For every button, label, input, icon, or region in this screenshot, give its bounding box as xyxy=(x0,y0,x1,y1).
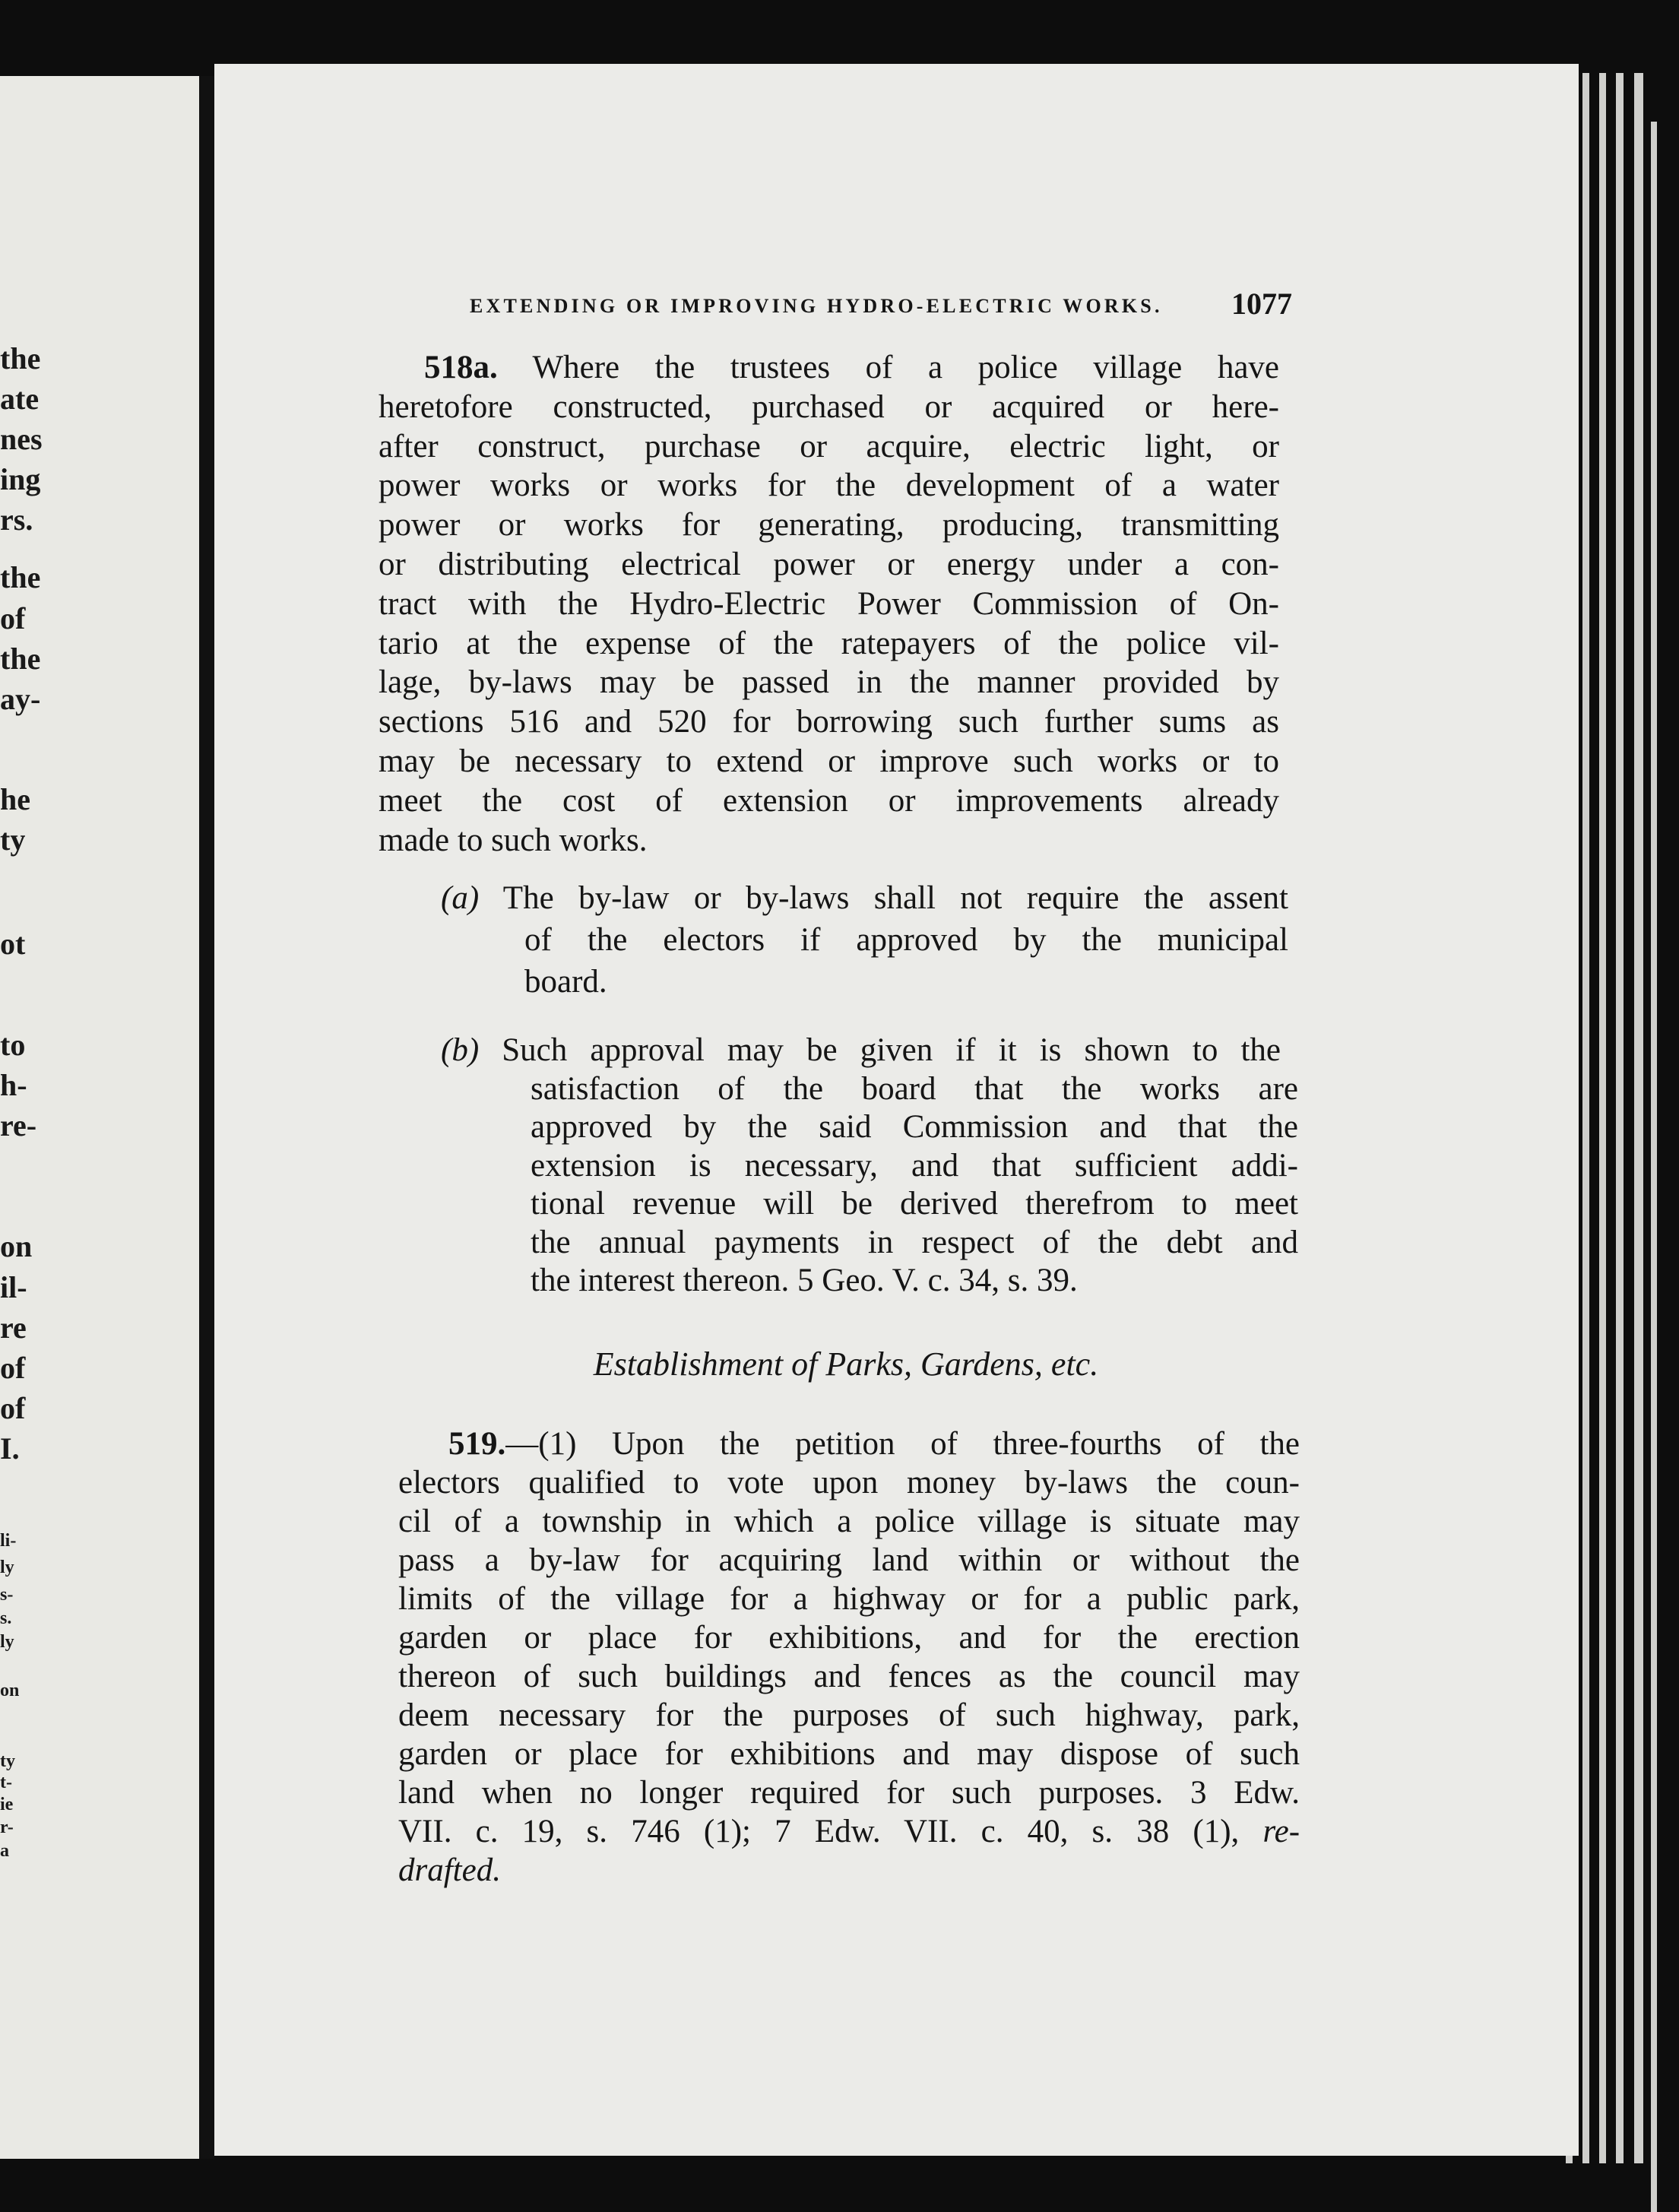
section-text-line: tario at the expense of the ratepayers of the police vil- xyxy=(379,625,1279,661)
subsection-number: —(1) xyxy=(505,1426,577,1462)
left-page-fragment: nes xyxy=(0,422,43,456)
header-title: EXTENDING OR IMPROVING HYDRO-ELECTRIC WORKS. xyxy=(470,295,1163,317)
section-518a-line xyxy=(379,509,1279,541)
section-519-line xyxy=(398,1776,1300,1809)
clause-text-line: The by-law or by-laws shall not require the assent xyxy=(502,880,1288,916)
left-page-fragment: on xyxy=(0,1229,33,1263)
clause-b-line xyxy=(531,1226,1298,1259)
section-519-line xyxy=(448,1428,1300,1460)
left-page-fragment: he xyxy=(0,782,30,816)
section-518a-line xyxy=(379,548,1279,581)
section-text-line: garden or place for exhibitions, and for the erection xyxy=(398,1620,1300,1656)
section-518a-line xyxy=(379,469,1279,502)
left-page-fragment: ly xyxy=(0,1632,14,1652)
clause-b-line xyxy=(531,1070,1298,1107)
left-page-fragment: on xyxy=(0,1681,20,1700)
left-page-fragment: il- xyxy=(0,1270,27,1304)
left-page-fragment: ty xyxy=(0,822,26,857)
section-text-line: power works or works for the development of a water xyxy=(379,467,1279,504)
section-text-line: may be necessary to extend or improve such works or to xyxy=(379,743,1279,779)
clause-text-line: tional revenue will be derived therefrom to meet xyxy=(531,1186,1298,1222)
left-page-fragment: of xyxy=(0,1351,26,1385)
section-519-line xyxy=(398,1738,1300,1770)
left-page-fragment: ay- xyxy=(0,682,41,716)
left-page-fragment: ot xyxy=(0,927,26,961)
clause-a-line xyxy=(441,882,1288,914)
section-519-line xyxy=(398,1621,1300,1654)
clause-text-line: satisfaction of the board that the works are xyxy=(531,1070,1298,1107)
section-518a-line xyxy=(379,784,1279,817)
section-text-line: meet the cost of extension or improvements already xyxy=(379,782,1279,819)
clause-a-line xyxy=(524,965,607,998)
section-518a-line xyxy=(379,585,1279,622)
section-text-line: tract with the Hydro-Electric Power Commission of On- xyxy=(379,585,1279,622)
section-text-line: Where the trustees of a police village have xyxy=(532,350,1279,385)
section-518a-line xyxy=(379,388,1279,425)
left-page-fragment: ate xyxy=(0,382,40,416)
section-heading: Establishment of Parks, Gardens, etc. xyxy=(593,1345,1099,1383)
section-text-line: land when no longer required for such purposes. xyxy=(398,1775,1164,1811)
section-518a-line xyxy=(379,430,1279,463)
section-text-line: sections 516 and 520 for borrowing such further sums as xyxy=(379,704,1279,740)
section-519-line xyxy=(398,1583,1300,1615)
section-text-line: pass a by-law for acquiring land within or without the xyxy=(398,1542,1300,1578)
citation: 5 Geo. V. c. 34, s. 39. xyxy=(797,1263,1078,1298)
section-518a-line xyxy=(379,705,1279,738)
clause-text-line: approved by the said Commission and that the xyxy=(531,1109,1298,1145)
redrafted-note: drafted. xyxy=(398,1852,501,1888)
left-page-fragment: the xyxy=(0,341,41,376)
section-text-line: power or works for generating, producing, transmitting xyxy=(379,507,1279,543)
section-518a-line xyxy=(424,351,1279,384)
section-518a-line xyxy=(379,745,1279,778)
clause-b-line xyxy=(531,1149,1298,1182)
clause-text-line: the annual payments in respect of the debt and xyxy=(531,1224,1298,1260)
section-text-line: VII. c. 19, s. 746 (1); 7 Edw. VII. c. 40, s. 38 (1), xyxy=(398,1814,1240,1849)
section-519-line xyxy=(398,1815,1300,1848)
section-519-line xyxy=(398,1699,1300,1732)
section-519-line xyxy=(398,1544,1300,1577)
left-page-fragment: ing xyxy=(0,462,41,496)
running-header xyxy=(470,286,1292,324)
section-text-line: lage, by-laws may be passed in the manner provided by xyxy=(379,664,1279,701)
page-stack-edge xyxy=(1651,122,1657,2212)
left-page-fragment: the xyxy=(0,642,41,676)
left-page-fragment: to xyxy=(0,1028,26,1062)
left-page-fragment: s- xyxy=(0,1585,14,1605)
section-519-line xyxy=(398,1505,1300,1538)
left-page-fragment: a xyxy=(0,1841,9,1861)
clause-text-line: the interest thereon. xyxy=(531,1263,790,1298)
clause-b-line xyxy=(531,1264,1078,1297)
clause-text-line: extension is necessary, and that sufficient addi- xyxy=(531,1147,1298,1184)
section-text-line: limits of the village for a highway or for a public park, xyxy=(398,1581,1300,1617)
section-text-line: thereon of such buildings and fences as the council may xyxy=(398,1659,1300,1694)
section-text-line: made to such works. xyxy=(379,822,648,858)
left-page-fragment: li- xyxy=(0,1531,17,1551)
left-page-fragment: re- xyxy=(0,1108,37,1142)
section-text-line: after construct, purchase or acquire, electric light, or xyxy=(379,428,1279,464)
section-519-line xyxy=(398,1466,1300,1499)
section-text-line: deem necessary for the purposes of such highway, park, xyxy=(398,1697,1300,1733)
clause-label: (a) xyxy=(441,880,480,916)
left-page-fragment: ie xyxy=(0,1795,14,1814)
redrafted-note: re- xyxy=(1262,1814,1300,1849)
left-page-fragment: s. xyxy=(0,1608,12,1628)
left-page-fragment: the xyxy=(0,560,41,594)
citation: 3 Edw. xyxy=(1190,1775,1300,1811)
clause-b-line xyxy=(531,1111,1298,1143)
page-stack-edge xyxy=(1599,73,1606,2163)
left-page-fragment: re xyxy=(0,1310,27,1345)
clause-text-line: Such approval may be given if it is shown to the xyxy=(502,1032,1281,1068)
section-text-line: or distributing electrical power or energy under a con- xyxy=(379,547,1279,582)
section-number: 518a. xyxy=(424,350,498,385)
clause-label: (b) xyxy=(441,1032,480,1068)
section-519-line xyxy=(398,1854,501,1887)
section-text-line: Upon the petition of three-fourths of the xyxy=(611,1426,1300,1462)
clause-b-line xyxy=(441,1034,1281,1066)
left-page-fragment: rs. xyxy=(0,502,33,537)
page-stack-edge xyxy=(1616,73,1624,2163)
book-gutter xyxy=(199,76,214,2159)
left-page-fragment: h- xyxy=(0,1068,27,1102)
left-page-fragment: ly xyxy=(0,1558,14,1577)
section-518a-line xyxy=(379,627,1279,660)
left-page-fragment: t- xyxy=(0,1773,12,1792)
page-number: 1077 xyxy=(1231,287,1292,321)
left-page-edge xyxy=(0,76,199,2159)
section-518a-line xyxy=(379,824,648,857)
section-number: 519. xyxy=(448,1426,506,1462)
left-page-fragment: of xyxy=(0,601,26,635)
section-text-line: garden or place for exhibitions and may dispose of such xyxy=(398,1736,1300,1772)
page-stack-edge xyxy=(1582,73,1589,2163)
section-518a-line xyxy=(379,666,1279,699)
left-page-fragment: ty xyxy=(0,1751,15,1771)
page-stack-edge xyxy=(1634,73,1643,2163)
section-text-line: electors qualified to vote upon money by-laws the coun- xyxy=(398,1465,1300,1501)
clause-b-line xyxy=(531,1187,1298,1220)
clause-text-line: board. xyxy=(524,964,607,1000)
section-519-line xyxy=(398,1660,1300,1693)
section-text-line: cil of a township in which a police village is situate may xyxy=(398,1504,1300,1539)
left-page-fragment: I. xyxy=(0,1431,20,1466)
left-page-fragment: r- xyxy=(0,1817,14,1837)
clause-a-line xyxy=(524,924,1288,956)
section-text-line: heretofore constructed, purchased or acquired or here- xyxy=(379,388,1279,425)
left-page-fragment: of xyxy=(0,1391,26,1425)
clause-text-line: of the electors if approved by the municipal xyxy=(524,922,1288,958)
